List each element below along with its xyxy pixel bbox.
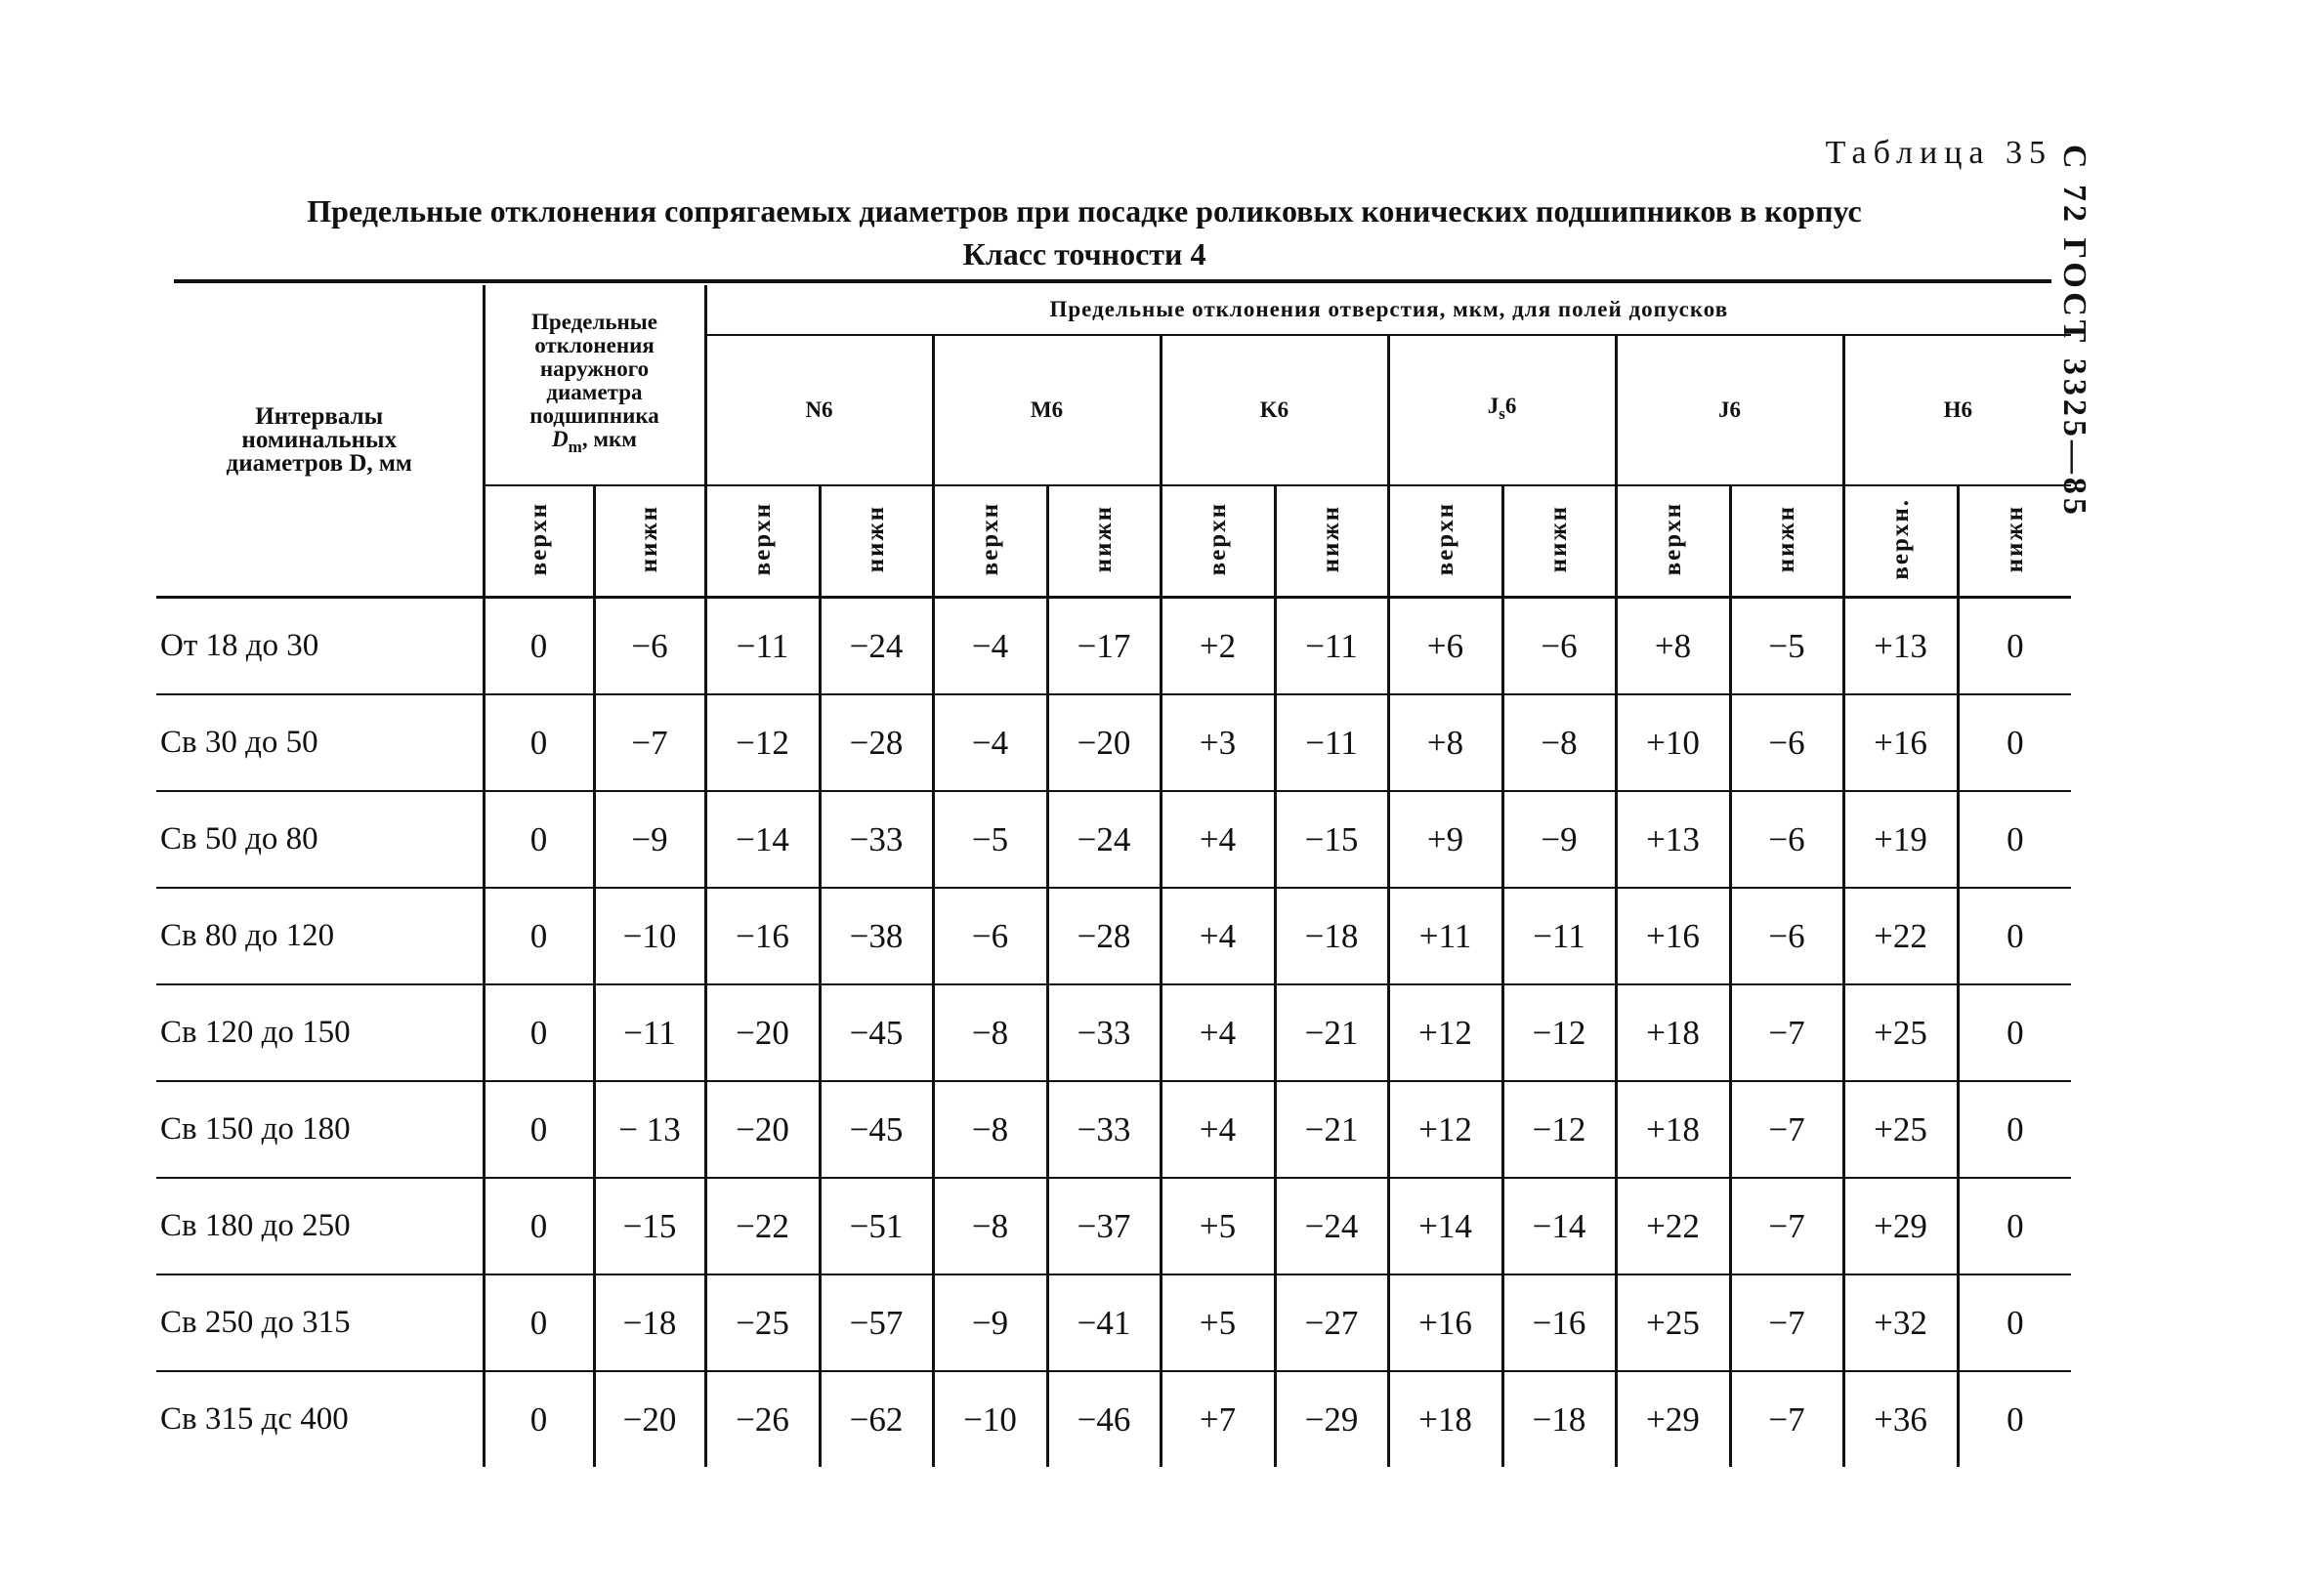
value-cell: −37 — [1047, 1178, 1161, 1274]
value-cell: −41 — [1047, 1274, 1161, 1371]
value-cell: −7 — [1730, 1081, 1843, 1178]
sub-upper-text: верхн. — [1886, 497, 1914, 580]
value-cell: +19 — [1843, 791, 1958, 888]
value-cell: −21 — [1275, 984, 1388, 1081]
value-cell: −21 — [1275, 1081, 1388, 1178]
value-cell: −25 — [705, 1274, 820, 1371]
value-cell: −46 — [1047, 1371, 1161, 1467]
table-body — [156, 598, 2071, 1468]
interval-cell: Св 250 до 315 — [156, 1274, 484, 1371]
value-cell: −33 — [1047, 984, 1161, 1081]
value-cell: 0 — [484, 1081, 594, 1178]
value-cell: 0 — [484, 791, 594, 888]
value-cell: +14 — [1388, 1178, 1502, 1274]
interval-cell: От 18 до 30 — [156, 598, 484, 695]
value-cell: +9 — [1388, 791, 1502, 888]
interval-cell: Св 30 до 50 — [156, 694, 484, 791]
field-m6: M6 — [933, 335, 1161, 485]
value-cell: +18 — [1616, 984, 1730, 1081]
value-cell: −20 — [594, 1371, 705, 1467]
bearing-dm-unit: , мкм — [581, 427, 637, 451]
sub-upper-text: верхн — [1659, 501, 1686, 576]
interval-cell: Св 120 до 150 — [156, 984, 484, 1081]
table-row — [156, 1081, 2071, 1178]
field-h6: H6 — [1843, 335, 2071, 485]
value-cell: −33 — [1047, 1081, 1161, 1178]
value-cell: −11 — [705, 598, 820, 695]
side-label-text: С 72 ГОСТ 3325—85 — [2056, 145, 2092, 519]
interval-header — [156, 285, 484, 598]
value-cell: −11 — [1502, 888, 1616, 984]
value-cell: 0 — [1958, 888, 2071, 984]
value-cell: 0 — [484, 1274, 594, 1371]
value-cell: −5 — [1730, 598, 1843, 695]
value-cell: −16 — [705, 888, 820, 984]
sub-lower — [820, 485, 933, 598]
value-cell: −57 — [820, 1274, 933, 1371]
interval-cell: Св 150 до 180 — [156, 1081, 484, 1178]
table-row — [156, 1274, 2071, 1371]
value-cell: +3 — [1161, 694, 1275, 791]
sub-lower-text: нижн — [1773, 504, 1799, 573]
value-cell: −10 — [594, 888, 705, 984]
value-cell: −6 — [1502, 598, 1616, 695]
value-cell: 0 — [1958, 1274, 2071, 1371]
value-cell: −6 — [933, 888, 1047, 984]
sub-lower-text: нижн — [863, 504, 889, 573]
field-js6-letter: J — [1487, 394, 1500, 418]
value-cell: −4 — [933, 694, 1047, 791]
interval-cell: Св 180 до 250 — [156, 1178, 484, 1274]
value-cell: +18 — [1388, 1371, 1502, 1467]
sub-lower-text: нижн — [1090, 504, 1117, 573]
interval-cell: Св 80 до 120 — [156, 888, 484, 984]
value-cell: −20 — [1047, 694, 1161, 791]
value-cell: −14 — [705, 791, 820, 888]
value-cell: +4 — [1161, 888, 1275, 984]
value-cell: −9 — [1502, 791, 1616, 888]
value-cell: 0 — [484, 694, 594, 791]
sub-lower-text: нижн — [636, 504, 662, 573]
sub-upper — [1388, 485, 1502, 598]
value-cell: −62 — [820, 1371, 933, 1467]
value-cell: −28 — [1047, 888, 1161, 984]
value-cell: −29 — [1275, 1371, 1388, 1467]
value-cell: −28 — [820, 694, 933, 791]
value-cell: +16 — [1616, 888, 1730, 984]
sub-upper — [1843, 485, 1958, 598]
value-cell: −17 — [1047, 598, 1161, 695]
sub-lower-text: нижн — [1545, 504, 1572, 573]
bearing-dm-symbol: D — [552, 427, 569, 451]
value-cell: 0 — [484, 984, 594, 1081]
value-cell: −7 — [1730, 1371, 1843, 1467]
value-cell: +8 — [1616, 598, 1730, 695]
value-cell: +16 — [1843, 694, 1958, 791]
table-row — [156, 694, 2071, 791]
sub-lower-text: нижн — [1318, 504, 1344, 573]
value-cell: −6 — [1730, 694, 1843, 791]
table-title — [161, 189, 2007, 275]
field-js6 — [1388, 335, 1616, 485]
sub-lower — [1047, 485, 1161, 598]
value-cell: −20 — [705, 984, 820, 1081]
sub-upper — [484, 485, 594, 598]
value-cell: −11 — [1275, 598, 1388, 695]
value-cell: −11 — [1275, 694, 1388, 791]
value-cell: −7 — [594, 694, 705, 791]
value-cell: −16 — [1502, 1274, 1616, 1371]
value-cell: −6 — [1730, 791, 1843, 888]
value-cell: +25 — [1843, 1081, 1958, 1178]
value-cell: +29 — [1616, 1371, 1730, 1467]
value-cell: +4 — [1161, 1081, 1275, 1178]
value-cell: −12 — [705, 694, 820, 791]
table-number: Таблица 35 — [1825, 135, 2052, 171]
value-cell: +25 — [1843, 984, 1958, 1081]
value-cell: +13 — [1616, 791, 1730, 888]
value-cell: 0 — [484, 1178, 594, 1274]
value-cell: −15 — [594, 1178, 705, 1274]
tolerance-table — [156, 285, 2071, 1467]
value-cell: −12 — [1502, 1081, 1616, 1178]
interval-cell: Св 50 до 80 — [156, 791, 484, 888]
field-js6-suffix: 6 — [1504, 394, 1517, 418]
table-row — [156, 984, 2071, 1081]
field-n6: N6 — [705, 335, 933, 485]
bearing-dm-subscript: m — [568, 438, 582, 456]
value-cell: −7 — [1730, 984, 1843, 1081]
sub-upper — [705, 485, 820, 598]
value-cell: −14 — [1502, 1178, 1616, 1274]
sub-lower — [1275, 485, 1388, 598]
hole-deviation-header: Предельные отклонения отверстия, мкм, для полей допусков — [705, 285, 2071, 335]
sub-upper-text: верхн — [1431, 501, 1458, 576]
table-row — [156, 598, 2071, 695]
value-cell: −8 — [933, 984, 1047, 1081]
value-cell: −26 — [705, 1371, 820, 1467]
value-cell: +4 — [1161, 791, 1275, 888]
value-cell: +22 — [1616, 1178, 1730, 1274]
value-cell: −15 — [1275, 791, 1388, 888]
value-cell: +18 — [1616, 1081, 1730, 1178]
value-cell: +11 — [1388, 888, 1502, 984]
sub-upper — [1616, 485, 1730, 598]
table-header — [156, 285, 2071, 598]
value-cell: −8 — [933, 1178, 1047, 1274]
value-cell: −27 — [1275, 1274, 1388, 1371]
value-cell: +12 — [1388, 984, 1502, 1081]
value-cell: +8 — [1388, 694, 1502, 791]
table-row — [156, 791, 2071, 888]
value-cell: −10 — [933, 1371, 1047, 1467]
value-cell: −8 — [933, 1081, 1047, 1178]
table-title-line2: Класс точности 4 — [962, 236, 1206, 271]
sub-lower — [1958, 485, 2071, 598]
table-row — [156, 1178, 2071, 1274]
bearing-deviation-line2 — [486, 428, 704, 459]
value-cell: −7 — [1730, 1274, 1843, 1371]
value-cell: −18 — [1275, 888, 1388, 984]
value-cell: −51 — [820, 1178, 933, 1274]
value-cell: − 13 — [594, 1081, 705, 1178]
value-cell: +5 — [1161, 1274, 1275, 1371]
value-cell: 0 — [1958, 1081, 2071, 1178]
value-cell: −38 — [820, 888, 933, 984]
value-cell: −45 — [820, 984, 933, 1081]
value-cell: −11 — [594, 984, 705, 1081]
sub-upper-text: верхн — [748, 501, 776, 576]
value-cell: −4 — [933, 598, 1047, 695]
value-cell: −6 — [1730, 888, 1843, 984]
value-cell: +22 — [1843, 888, 1958, 984]
bearing-deviation-header — [484, 285, 705, 485]
value-cell: −24 — [820, 598, 933, 695]
sub-upper-text: верхн — [525, 501, 552, 576]
value-cell: +16 — [1388, 1274, 1502, 1371]
value-cell: 0 — [484, 598, 594, 695]
value-cell: +12 — [1388, 1081, 1502, 1178]
value-cell: +5 — [1161, 1178, 1275, 1274]
value-cell: +2 — [1161, 598, 1275, 695]
value-cell: 0 — [1958, 984, 2071, 1081]
value-cell: 0 — [1958, 1178, 2071, 1274]
value-cell: −24 — [1275, 1178, 1388, 1274]
value-cell: −18 — [1502, 1371, 1616, 1467]
value-cell: −24 — [1047, 791, 1161, 888]
top-rule — [174, 279, 2051, 283]
value-cell: +32 — [1843, 1274, 1958, 1371]
value-cell: −5 — [933, 791, 1047, 888]
field-js6-subscript: s — [1499, 404, 1505, 423]
value-cell: −9 — [933, 1274, 1047, 1371]
value-cell: −22 — [705, 1178, 820, 1274]
value-cell: +29 — [1843, 1178, 1958, 1274]
table-row — [156, 1371, 2071, 1467]
value-cell: 0 — [1958, 598, 2071, 695]
value-cell: +6 — [1388, 598, 1502, 695]
value-cell: 0 — [1958, 1371, 2071, 1467]
table-row — [156, 888, 2071, 984]
value-cell: −9 — [594, 791, 705, 888]
field-k6: K6 — [1161, 335, 1388, 485]
value-cell: −18 — [594, 1274, 705, 1371]
value-cell: 0 — [484, 888, 594, 984]
value-cell: 0 — [1958, 791, 2071, 888]
value-cell: −20 — [705, 1081, 820, 1178]
field-j6: J6 — [1616, 335, 1843, 485]
value-cell: −6 — [594, 598, 705, 695]
sub-upper — [1161, 485, 1275, 598]
value-cell: −7 — [1730, 1178, 1843, 1274]
interval-header-text: Интервалы номинальных диаметров D, мм — [226, 403, 412, 477]
sub-upper-text: верхн — [976, 501, 1003, 576]
sub-upper-text: верхн — [1204, 501, 1231, 576]
value-cell: +10 — [1616, 694, 1730, 791]
value-cell: −8 — [1502, 694, 1616, 791]
value-cell: −12 — [1502, 984, 1616, 1081]
value-cell: +4 — [1161, 984, 1275, 1081]
value-cell: +7 — [1161, 1371, 1275, 1467]
sub-lower — [1730, 485, 1843, 598]
value-cell: −45 — [820, 1081, 933, 1178]
value-cell: 0 — [1958, 694, 2071, 791]
interval-cell: Св 315 дс 400 — [160, 1401, 349, 1437]
value-cell: +13 — [1843, 598, 1958, 695]
value-cell: +25 — [1616, 1274, 1730, 1371]
table-title-line1: Предельные отклонения сопрягаемых диаметров при посадке роликовых конических подшипников в корпус — [307, 193, 1862, 229]
sub-lower-text: нижн — [2001, 504, 2028, 573]
sub-lower — [1502, 485, 1616, 598]
value-cell: 0 — [484, 1371, 594, 1467]
sub-upper — [933, 485, 1047, 598]
sub-lower — [594, 485, 705, 598]
value-cell: +36 — [1843, 1371, 1958, 1467]
value-cell: −33 — [820, 791, 933, 888]
bearing-deviation-line1: Предельные отклонения наружного диаметра подшипника — [529, 310, 659, 428]
